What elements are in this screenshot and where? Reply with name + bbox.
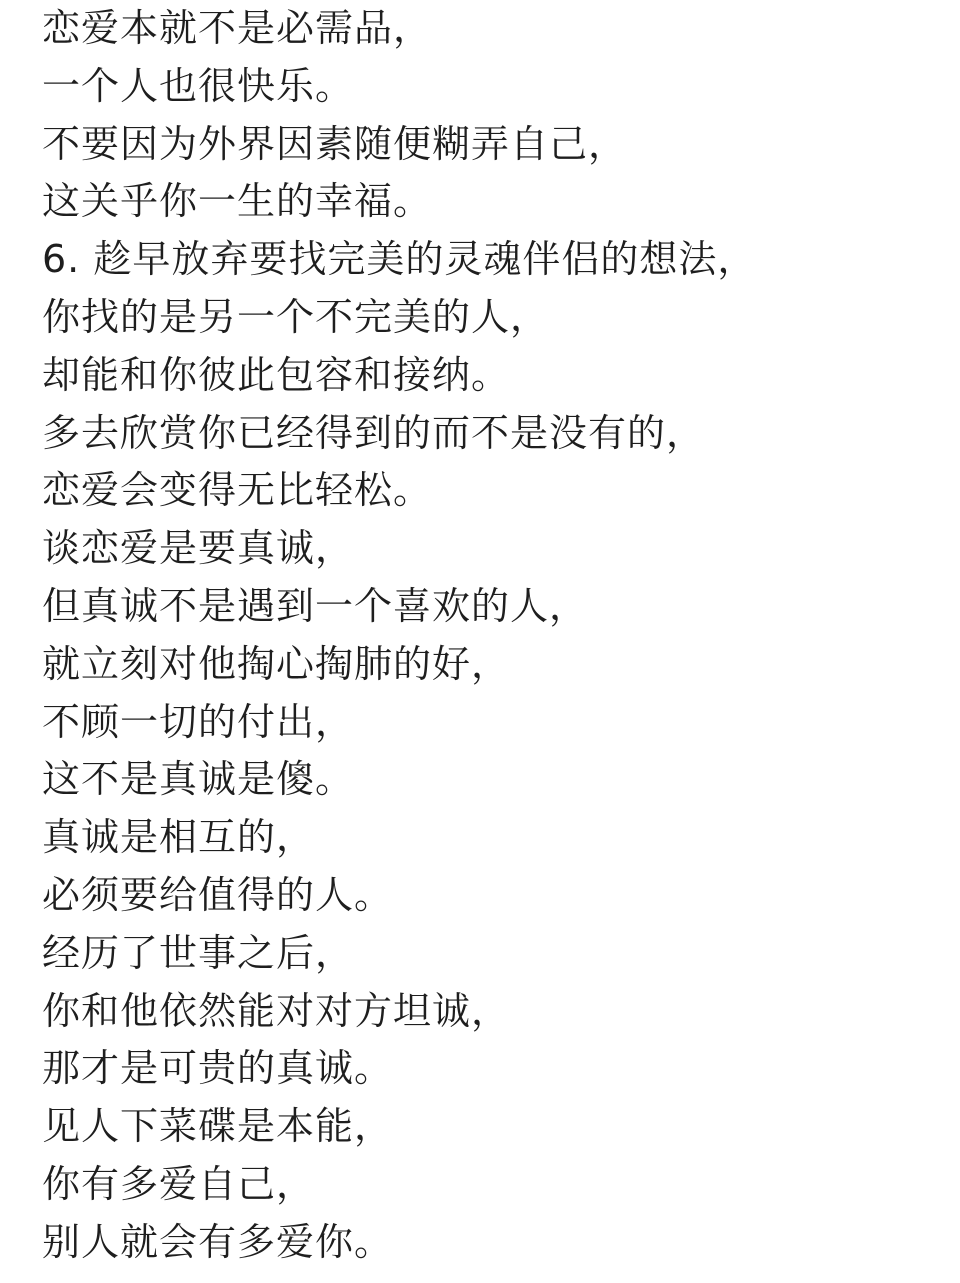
text-line: 6. 趁早放弃要找完美的灵魂伴侣的想法， [42, 237, 757, 282]
text-line: 恋爱本就不是必需品， [42, 6, 433, 50]
text-line: 一个人也很快乐。 [42, 63, 355, 108]
text-line: 多去欣赏你已经得到的而不是没有的， [42, 410, 706, 455]
text-line: 见人下菜碟是本能， [42, 1104, 394, 1149]
text-line: 你找的是另一个不完美的人， [42, 294, 550, 339]
text-line: 别人就会有多爱你。 [42, 1219, 394, 1264]
text-line: 那才是可贵的真诚。 [42, 1046, 394, 1091]
text-line: 这不是真诚是傻。 [42, 757, 355, 802]
text-line: 真诚是相互的， [42, 815, 316, 860]
text-line: 但真诚不是遇到一个喜欢的人， [42, 583, 589, 628]
text-line: 你有多爱自己， [42, 1161, 316, 1206]
text-line: 不要因为外界因素随便糊弄自己， [42, 121, 628, 166]
text-line: 不顾一切的付出， [42, 699, 355, 744]
text-line: 这关乎你一生的幸福。 [42, 179, 433, 224]
text-line: 就立刻对他掏心掏肺的好， [42, 641, 511, 686]
text-line: 谈恋爱是要真诚， [42, 526, 355, 571]
text-body [42, 0, 942, 1272]
text-line: 却能和你彼此包容和接纳。 [42, 352, 511, 397]
text-line: 经历了世事之后， [42, 930, 355, 975]
text-line: 必须要给值得的人。 [42, 872, 394, 917]
text-line: 恋爱会变得无比轻松。 [42, 468, 433, 513]
text-line: 你和他依然能对对方坦诚， [42, 988, 511, 1033]
